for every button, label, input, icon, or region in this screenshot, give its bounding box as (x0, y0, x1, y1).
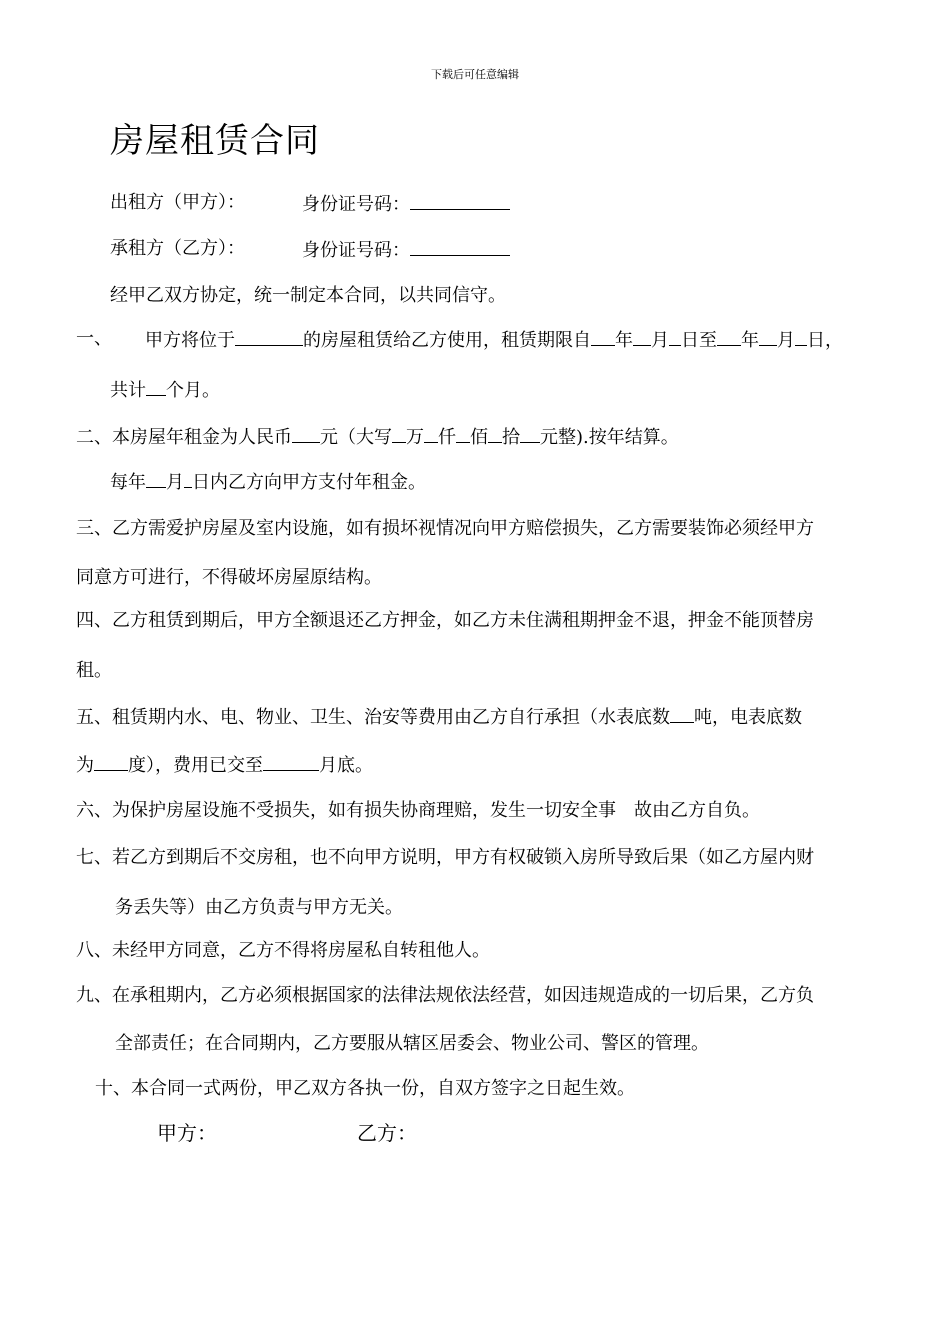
rent-yuan-blank (520, 425, 540, 443)
lessor-id-line (302, 192, 510, 216)
clause-text: 万 (406, 427, 424, 448)
lessor-id-blank (410, 192, 510, 210)
end-year-blank (717, 328, 741, 346)
lessor-id-label: 身份证号码： (302, 194, 410, 215)
clause-6-line-1: 六、为保护房屋设施不受损失，如有损失协商理赔，发生一切安全事 故由乙方自负。 (76, 800, 760, 821)
clause-text: 为 (76, 755, 94, 776)
rent-wan-blank (392, 425, 406, 443)
clause-text: 日内乙方向甲方支付年租金。 (192, 472, 426, 493)
clause-4-line-2: 租。 (76, 660, 112, 681)
pay-month-blank (146, 470, 166, 488)
end-month-blank (759, 328, 777, 346)
clause-text: 二、本房屋年租金为人民币 (76, 427, 292, 448)
lessee-id-label: 身份证号码： (302, 240, 410, 261)
clause-text: 月 (777, 330, 795, 351)
clause-text: 年 (741, 330, 759, 351)
clause-text: 个月。 (166, 380, 220, 401)
pay-day-blank (184, 470, 192, 488)
clause-text: 月底。 (319, 755, 373, 776)
clause-text: 佰 (470, 427, 488, 448)
clause-text: 元整).按年结算。 (540, 427, 679, 448)
clause-text: 每年 (110, 472, 146, 493)
intro-text: 经甲乙双方协定，统一制定本合同，以共同信守。 (110, 285, 506, 306)
clause-10-line-1: 十、本合同一式两份，甲乙双方各执一份，自双方签字之日起生效。 (95, 1078, 635, 1099)
clause-2-line-2 (110, 470, 426, 494)
clause-7-line-1: 七、若乙方到期后不交房租，也不向甲方说明，甲方有权破锁入房所导致后果（如乙方屋内财 (76, 847, 814, 868)
address-blank (235, 328, 303, 346)
lessee-line (110, 238, 245, 260)
clause-7-line-2: 务丢失等）由乙方负责与甲方无关。 (115, 897, 403, 918)
clause-text: 元（大写 (320, 427, 392, 448)
start-month-blank (633, 328, 651, 346)
clause-1-line-1 (145, 328, 843, 352)
clause-5-line-1 (76, 705, 802, 729)
clause-text: 甲方将位于 (145, 330, 235, 351)
end-day-blank (795, 328, 807, 346)
lessee-id-blank (410, 238, 510, 256)
party-a-signature-label: 甲方： (157, 1121, 217, 1145)
clause-3-line-2: 同意方可进行，不得破坏房屋原结构。 (76, 567, 382, 588)
clause-text: 共计 (110, 380, 146, 401)
clause-text: 五、租赁期内水、电、物业、卫生、治安等费用由乙方自行承担（水表底数 (76, 707, 670, 728)
clause-1-line-2 (110, 378, 220, 402)
clause-text: 日至 (681, 330, 717, 351)
months-blank (146, 378, 166, 396)
clause-text: 的房屋租赁给乙方使用，租赁期限自 (303, 330, 591, 351)
clause-text: 年 (615, 330, 633, 351)
start-year-blank (591, 328, 615, 346)
clause-8-line-1: 八、未经甲方同意，乙方不得将房屋私自转租他人。 (76, 940, 490, 961)
clause-9-line-2: 全部责任；在合同期内，乙方要服从辖区居委会、物业公司、警区的管理。 (115, 1033, 709, 1054)
clause-text: 日， (807, 330, 843, 351)
rent-bai-blank (456, 425, 470, 443)
start-day-blank (669, 328, 681, 346)
document-title: 房屋租赁合同 (110, 121, 320, 161)
clause-4-line-1: 四、乙方租赁到期后，甲方全额退还乙方押金，如乙方未住满租期押金不退，押金不能顶替房 (76, 610, 814, 631)
lessor-label: 出租方（甲方）： (110, 192, 245, 213)
clause-text: 吨，电表底数 (694, 707, 802, 728)
electric-meter-blank (94, 753, 128, 771)
clause-3-line-1: 三、乙方需爱护房屋及室内设施，如有损坏视情况向甲方赔偿损失，乙方需要装饰必须经甲方 (76, 518, 814, 539)
rent-qian-blank (424, 425, 438, 443)
party-b-signature-label: 乙方： (357, 1121, 417, 1145)
lessor-line (110, 192, 245, 214)
clause-text: 度），费用已交至 (128, 755, 263, 776)
clause-text: 仟 (438, 427, 456, 448)
rent-shi-blank (488, 425, 502, 443)
clause-2-line-1 (76, 425, 679, 449)
page-header: 下载后可任意编辑 (431, 68, 519, 81)
water-meter-blank (670, 705, 694, 723)
clause-5-line-2 (76, 753, 373, 777)
paid-month-blank (263, 753, 319, 771)
clause-9-line-1: 九、在承租期内，乙方必须根据国家的法律法规依法经营，如因违规造成的一切后果，乙方负 (76, 985, 814, 1006)
clause-text: 拾 (502, 427, 520, 448)
lessee-id-line (302, 238, 510, 262)
clause-text: 月 (166, 472, 184, 493)
rent-amount-blank (292, 425, 320, 443)
lessee-label: 承租方（乙方）： (110, 238, 245, 259)
clause-text: 月 (651, 330, 669, 351)
clause-1-number: 一、 (76, 328, 112, 349)
